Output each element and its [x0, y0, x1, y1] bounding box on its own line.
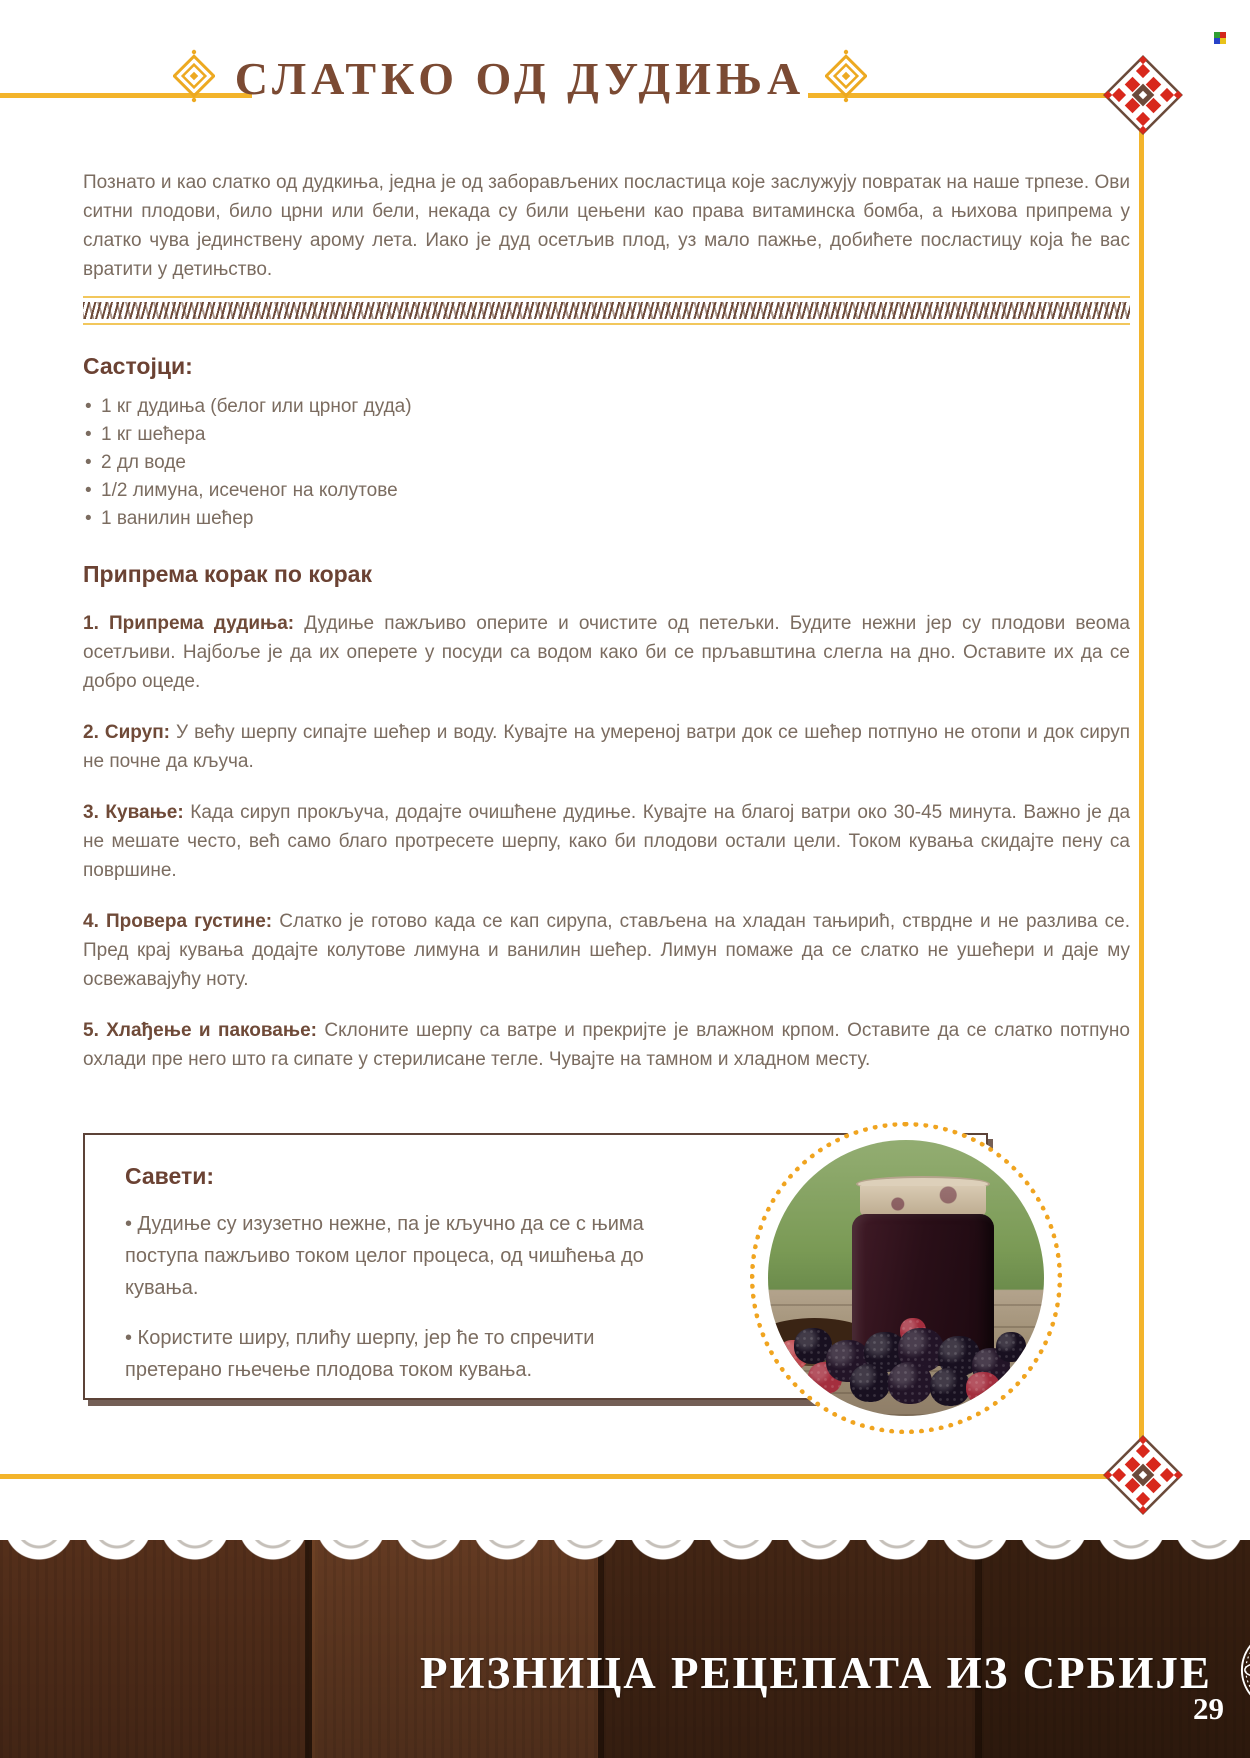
- footer-title-row: [420, 1627, 1250, 1718]
- page-title: СЛАТКО ОД ДУДИЊА: [234, 53, 806, 104]
- tips-heading: Савети:: [125, 1163, 215, 1189]
- photo-dotted-ring: [750, 1122, 1062, 1434]
- step-label: 2. Сируп:: [83, 722, 171, 743]
- ingredient-item: • 1 кг дудиња (белог или црног дуда): [83, 393, 1130, 421]
- step-paragraph: [83, 718, 1130, 776]
- step-paragraph: [83, 798, 1130, 885]
- footer: [0, 1533, 1250, 1758]
- step-paragraph: [83, 907, 1130, 994]
- ingredients-heading: Састојци:: [83, 353, 193, 379]
- lace-border: [0, 1533, 1250, 1597]
- page-number: 29: [1193, 1691, 1224, 1726]
- folk-cross-diamond-icon: [1096, 48, 1190, 142]
- folk-cross-diamond-icon: [1096, 1428, 1190, 1522]
- step-text: Слатко је готово када се кап сирупа, стављена на хладан тањирић, стврдне и не разлива се. Пред крај кувања додајте колутове лимуна и ванилин шећер. Лимун помаже да се слатко не ушећери и даје му освежавајућу ноту.: [83, 911, 1130, 990]
- step-label: 5. Хлађење и паковање:: [83, 1020, 317, 1041]
- ingredient-item: • 1 кг шећера: [83, 421, 1130, 449]
- step-label: 4. Провера густине:: [83, 911, 273, 932]
- title-row: [170, 48, 870, 109]
- step-text: Дудиње пажљиво оперите и очистите од петељки. Будите нежни јер су плодови веома осетљиви. Најбоље је да их оперете у посуди са водом како би се прљавштина слегла на дно. Оставите их да се добро оцеде.: [83, 613, 1130, 692]
- preparation-heading: Припрема корак по корак: [83, 561, 372, 587]
- step-text: Склоните шерпу са ватре и прекријте је влажном крпом. Оставите да се слатко потпуно охлади пре него што га сипате у стерилисане тегле. Чувајте на тамном и хладном месту.: [83, 1020, 1130, 1070]
- mulberry: [850, 1364, 890, 1402]
- ingredients-list: [83, 393, 1130, 533]
- step-text: Када сируп прокључа, додајте очишћене дудиње. Кувајте на благој ватри око 30-45 минута. Важно је да не мешате често, већ само благо протресете шерпу, како би плодови остали цели. Током кувања скидајте пену са површине.: [83, 802, 1131, 881]
- gold-diamond-ornament-icon: [825, 48, 867, 109]
- tip-item: • Користите ширу, плићу шерпу, јер ће то спречити претерано гњечење плодова током кувања.: [125, 1327, 595, 1381]
- jam-jar-neck: [860, 1186, 986, 1216]
- intro-paragraph: Познато и као слатко од дудкиња, једна је од заборављених посластица које заслужују повратак на наше трпезе. Ови ситни плодови, било црни или бели, некада су били цењени као права витаминска бомба, а њихова припрема у слатко чува јединствену арому лета. Иако је дуд осетљив плод, уз мало пажње, добићете посластицу која ће вас вратити у детињство.: [83, 172, 1130, 280]
- mulberry: [888, 1362, 932, 1404]
- frame-line-bottom: [0, 1474, 1141, 1479]
- ingredient-item: • 1 ванилин шећер: [83, 505, 1130, 533]
- mulberry: [930, 1368, 970, 1406]
- step-label: 3. Кување:: [83, 802, 184, 823]
- divider-line: [83, 296, 1130, 298]
- ingredient-item: • 2 дл воде: [83, 449, 1130, 477]
- recipe-content: [83, 168, 1130, 1074]
- ornamental-divider: [83, 296, 1130, 325]
- divider-line: [83, 323, 1130, 325]
- lace-rosette-icon: [1238, 1627, 1250, 1718]
- mulberry-jam-photo: [768, 1140, 1044, 1416]
- frame-line-right: [1139, 95, 1144, 1479]
- tip-item: • Дудиње су изузетно нежне, па је кључно да се с њима поступа пажљиво током целог процеса, од чишћења до кувања.: [125, 1213, 644, 1299]
- step-label: 1. Припрема дудиња:: [83, 613, 295, 634]
- divider-ornament-band: [83, 302, 1130, 319]
- footer-title: РИЗНИЦА РЕЦЕПАТА ИЗ СРБИЈЕ: [420, 1647, 1212, 1698]
- mulberry: [966, 1372, 1000, 1404]
- ingredient-item: • 1/2 лимуна, исеченог на колутове: [83, 477, 1130, 505]
- mulberry: [996, 1332, 1026, 1362]
- gold-diamond-ornament-icon: [173, 48, 215, 109]
- step-paragraph: [83, 1016, 1130, 1074]
- step-text: У већу шерпу сипајте шећер и воду. Кувајте на умереној ватри док се шећер потпуно не отопи и док сируп не почне да кључа.: [83, 722, 1130, 772]
- color-squares-icon: [1214, 32, 1226, 44]
- step-paragraph: [83, 609, 1130, 696]
